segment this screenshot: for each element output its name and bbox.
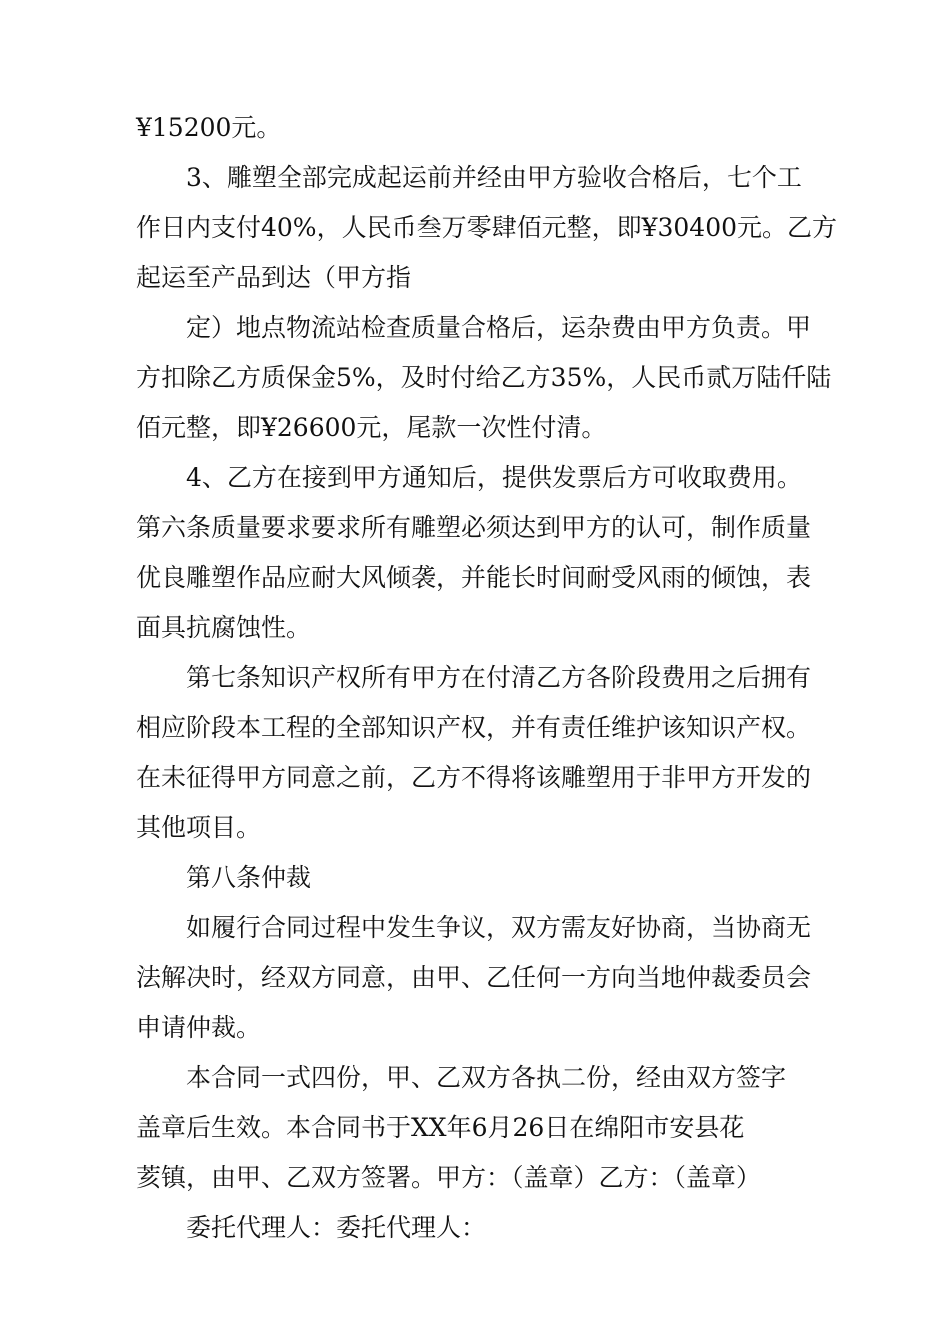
text-line: 面具抗腐蚀性。 xyxy=(136,613,312,642)
text-line: 作日内支付40%，人民币叁万零肆佰元整，即¥30400元。乙方 xyxy=(136,213,838,242)
section-heading: 第八条仲裁 xyxy=(186,863,312,892)
text-line: 本合同一式四份，甲、乙双方各执二份，经由双方签字 xyxy=(186,1063,787,1092)
text-line: 荄镇，由甲、乙双方签署。甲方：（盖章）乙方：（盖章） xyxy=(136,1163,762,1192)
signature-line: 委托代理人：委托代理人： xyxy=(186,1213,487,1242)
text-line: 第六条质量要求要求所有雕塑必须达到甲方的认可，制作质量 xyxy=(136,513,812,542)
text-line: 3、雕塑全部完成起运前并经由甲方验收合格后，七个工 xyxy=(186,163,802,192)
text-line: 法解决时，经双方同意，由甲、乙任何一方向当地仲裁委员会 xyxy=(136,963,812,992)
text-line: 相应阶段本工程的全部知识产权，并有责任维护该知识产权。 xyxy=(136,713,812,742)
text-line: 其他项目。 xyxy=(136,813,262,842)
text-line: 佰元整，即¥26600元，尾款一次性付清。 xyxy=(136,413,607,442)
text-line: 优良雕塑作品应耐大风倾袭，并能长时间耐受风雨的倾蚀，表 xyxy=(136,563,812,592)
text-line: 在未征得甲方同意之前，乙方不得将该雕塑用于非甲方开发的 xyxy=(136,763,812,792)
text-line: 第七条知识产权所有甲方在付清乙方各阶段费用之后拥有 xyxy=(186,663,812,692)
text-line: 申请仲裁。 xyxy=(136,1013,262,1042)
text-line: ¥15200元。 xyxy=(136,113,282,142)
text-line: 如履行合同过程中发生争议，双方需友好协商，当协商无 xyxy=(186,913,812,942)
text-line: 起运至产品到达（甲方指 xyxy=(136,263,412,292)
text-line: 定）地点物流站检查质量合格后，运杂费由甲方负责。甲 xyxy=(186,313,812,342)
text-line: 方扣除乙方质保金5%，及时付给乙方35%，人民币贰万陆仟陆 xyxy=(136,363,832,392)
text-line: 4、乙方在接到甲方通知后，提供发票后方可收取费用。 xyxy=(186,463,802,492)
text-line: 盖章后生效。本合同书于XX年6月26日在绵阳市安县花 xyxy=(136,1113,745,1142)
